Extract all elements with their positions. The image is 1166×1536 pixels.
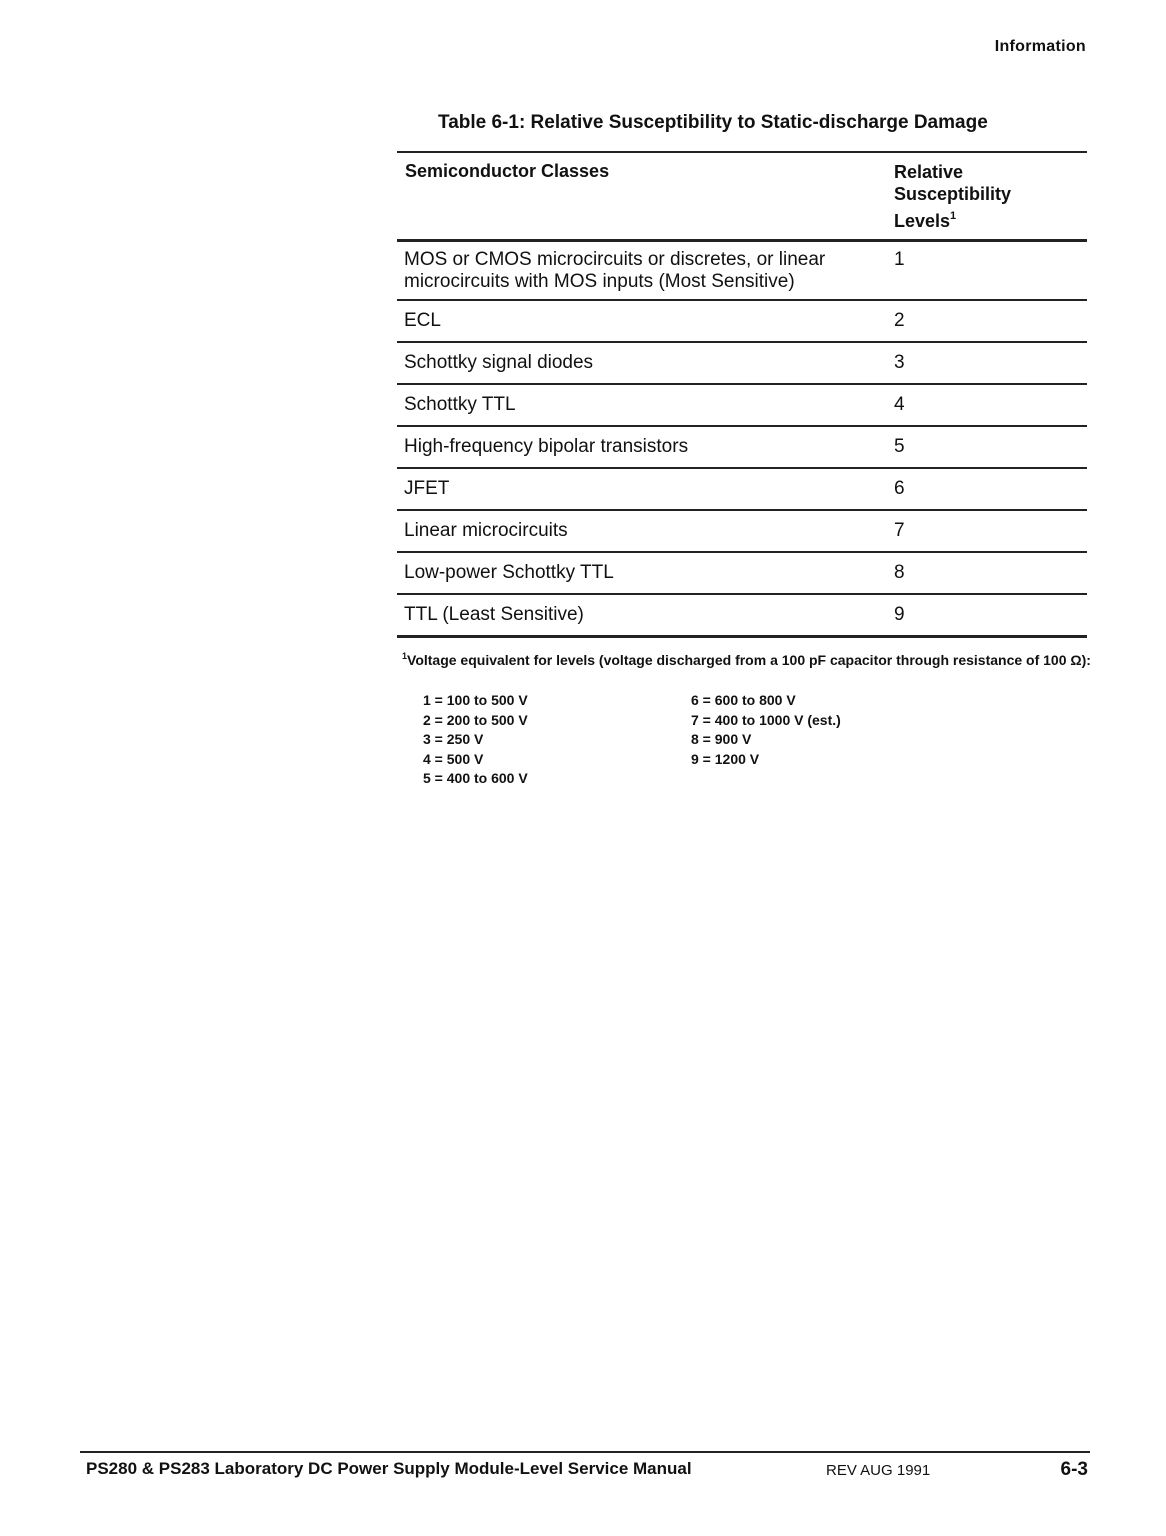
table-row — [397, 511, 1087, 553]
voltage-level-item: 4 = 500 V — [423, 750, 484, 767]
footer-manual-title: PS280 & PS283 Laboratory DC Power Supply Module-Level Service Manual — [86, 1459, 692, 1478]
column-header-levels — [894, 161, 1011, 231]
footer-rule — [80, 1451, 1090, 1453]
class-cell: MOS or CMOS microcircuits or discretes, or linear microcircuits with MOS inputs (Most Sensitive) — [404, 249, 826, 292]
class-cell: Low-power Schottky TTL — [404, 562, 614, 583]
column-header-levels-line3 — [894, 205, 1011, 232]
voltage-levels-left — [423, 691, 528, 789]
table-footnote — [402, 645, 1092, 671]
voltage-level-item: 8 = 900 V — [691, 731, 752, 748]
level-cell: 7 — [894, 520, 905, 541]
table-row — [397, 343, 1087, 385]
table-row — [397, 301, 1087, 343]
voltage-level-item: 3 = 250 V — [423, 731, 484, 748]
voltage-level-item: 5 = 400 to 600 V — [423, 770, 528, 787]
table-row — [397, 595, 1087, 638]
footnote-marker: 1 — [402, 651, 408, 661]
level-cell: 1 — [894, 249, 905, 270]
class-cell: Linear microcircuits — [404, 520, 568, 541]
voltage-level-item: 2 = 200 to 500 V — [423, 711, 528, 728]
table-row — [397, 469, 1087, 511]
level-cell: 9 — [894, 604, 905, 625]
column-header-levels-text: Levels — [894, 211, 951, 231]
footnote-reference: 1 — [950, 210, 957, 222]
column-header-levels-line2: Susceptibility — [894, 184, 1012, 204]
table-row — [397, 385, 1087, 427]
table-header-row — [397, 153, 1087, 242]
class-cell: TTL (Least Sensitive) — [404, 604, 584, 625]
level-cell: 5 — [894, 436, 905, 457]
class-cell: High-frequency bipolar transistors — [404, 436, 689, 457]
table-row — [397, 427, 1087, 469]
level-cell: 6 — [894, 478, 905, 499]
level-cell: 8 — [894, 562, 905, 583]
class-cell: Schottky TTL — [404, 394, 516, 415]
footer-revision: REV AUG 1991 — [826, 1462, 931, 1479]
level-cell: 3 — [894, 352, 905, 373]
voltage-level-item: 9 = 1200 V — [691, 750, 760, 767]
class-cell: JFET — [404, 478, 450, 499]
table-row — [397, 553, 1087, 595]
voltage-level-item: 7 = 400 to 1000 V (est.) — [691, 711, 841, 728]
column-header-levels-line1: Relative — [894, 162, 964, 182]
voltage-level-item: 6 = 600 to 800 V — [691, 692, 796, 708]
class-cell: ECL — [404, 310, 441, 331]
footnote-text: Voltage equivalent for levels (voltage discharged from a 100 pF capacitor through resistance of 100 Ω): — [407, 652, 1091, 668]
page-number: 6-3 — [1060, 1459, 1088, 1480]
table-title: Table 6-1: Relative Susceptibility to Static-discharge Damage — [438, 112, 988, 133]
level-cell: 4 — [894, 394, 905, 415]
voltage-level-item: 1 = 100 to 500 V — [423, 692, 528, 708]
voltage-levels-right — [691, 691, 841, 769]
running-header-section: Information — [994, 38, 1086, 55]
class-cell: Schottky signal diodes — [404, 352, 594, 373]
susceptibility-table — [397, 151, 1087, 638]
column-header-classes: Semiconductor Classes — [405, 161, 610, 181]
level-cell: 2 — [894, 310, 905, 331]
table-row — [397, 242, 1087, 301]
